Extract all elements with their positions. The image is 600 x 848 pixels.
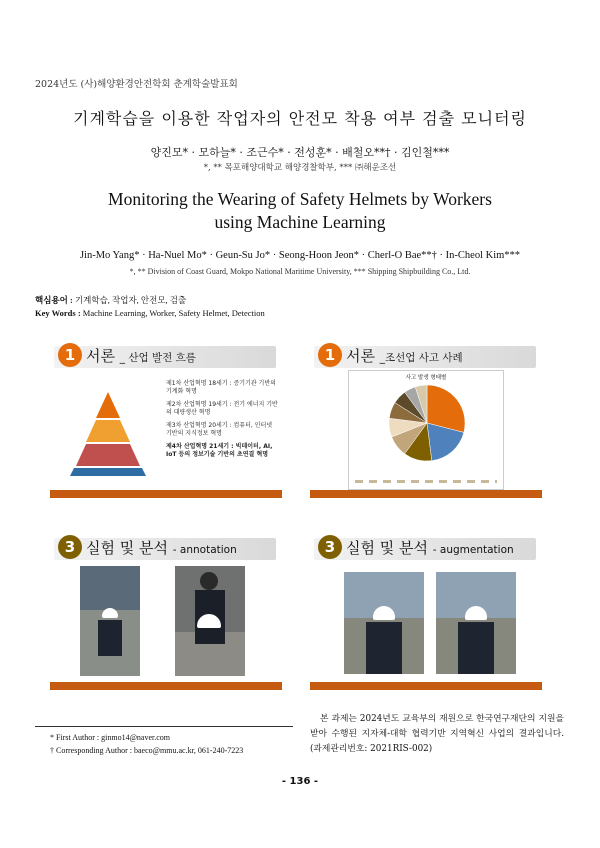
- authors-korean: 양진모* · 모하늘* · 조근수* · 전성훈* · 배철오**† · 김인철***: [150, 146, 450, 159]
- worker-photo-helmet: [80, 566, 140, 676]
- slide-number-badge: 3: [318, 535, 342, 559]
- slide-number-badge: 3: [58, 535, 82, 559]
- paper-title-korean: 기계학습을 이용한 작업자의 안전모 착용 여부 검출 모니터링: [72, 109, 527, 128]
- slide-subtitle: - augmentation: [432, 544, 514, 556]
- conference-header: 2024년도 (사)해양환경안전학회 춘계학술발표회: [35, 79, 238, 90]
- slide-number-badge: 1: [318, 343, 342, 367]
- revolution-list: [166, 380, 278, 459]
- chart-legend: [355, 480, 497, 483]
- slide-footer-bar: [310, 682, 542, 690]
- keywords-english: [35, 308, 265, 318]
- slide-heading: [86, 345, 196, 366]
- affiliation-korean: *, ** 목포해양대학교 해양경찰학부, *** ㈜해운조선: [203, 163, 397, 173]
- paper-title-english: [0, 188, 600, 234]
- slide-title: 실험 및 분석: [346, 539, 428, 557]
- slide-number-badge: 1: [58, 343, 82, 367]
- authors-english: Jin-Mo Yang* · Ha-Nuel Mo* · Geun-Su Jo* · Seong-Hoon Jeon* · Cherl-O Bae**† · In-Cheol Kim***: [79, 250, 521, 261]
- chart-title: 사고 발생 형태별: [405, 375, 447, 381]
- pyramid-diagram: [58, 380, 158, 480]
- slide-heading: [346, 345, 463, 366]
- slide-shipbuilding-accidents: [310, 340, 542, 498]
- revolution-item-3: 제3차 산업혁명 20세기 : 컴퓨터, 인터넷 기반의 지식정보 혁명: [166, 422, 273, 437]
- title-en-line1: Monitoring the Wearing of Safety Helmets by Workers: [108, 189, 492, 209]
- keywords-ko-label: 핵심용어 :: [35, 295, 73, 305]
- slide-footer-bar: [310, 490, 542, 498]
- augmented-photo-original: [344, 572, 424, 674]
- footnote-divider: [35, 726, 293, 727]
- keywords-korean: [35, 294, 186, 306]
- slide-title: 서론: [86, 347, 115, 365]
- accident-pie-chart: [387, 383, 467, 463]
- affiliation-english: *, ** Division of Coast Guard, Mokpo National Maritime University, *** Shipping Shipbuilding Co., Ltd.: [129, 267, 471, 276]
- slide-augmentation: [310, 532, 542, 690]
- page-number: - 136 -: [281, 776, 319, 787]
- keywords-ko-text: 기계학습, 작업자, 안전모, 검출: [74, 295, 187, 305]
- footnote-first-author: * First Author : ginmo14@naver.com: [50, 733, 171, 742]
- revolution-item-4: 제4차 산업혁명 21세기 : 빅데이터, AI, IoT 등의 정보기술 기반의 초연결 혁명: [166, 443, 273, 458]
- slide-heading: [86, 537, 237, 558]
- slide-footer-bar: [50, 682, 282, 690]
- slide-title: 서론: [346, 347, 375, 365]
- worker-photo-holding-helmet: [175, 566, 245, 676]
- keywords-en-label: Key Words :: [35, 308, 81, 318]
- footnote-corresponding-author: † Corresponding Author : baeco@mmu.ac.kr, 061-240-7223: [50, 746, 244, 755]
- slide-industrial-revolution: [50, 340, 282, 498]
- revolution-item-2: 제2차 산업혁명 19세기 : 전기 에너지 기반의 대량생산 혁명: [166, 401, 278, 416]
- augmented-photo-flipped: [436, 572, 516, 674]
- revolution-item-1: 제1차 산업혁명 18세기 : 증기기관 기반의 기계화 혁명: [166, 380, 276, 395]
- keywords-en-text: Machine Learning, Worker, Safety Helmet, Detection: [82, 308, 265, 318]
- pie-chart-frame: [348, 370, 504, 490]
- slide-subtitle: - annotation: [172, 544, 237, 556]
- slide-annotation: [50, 532, 282, 690]
- acknowledgement: 본 과제는 2024년도 교육부의 재원으로 한국연구재단의 지원을 받아 수행된 지자체-대학 협력기반 지역혁신 사업의 결과입니다.(과제관리번호: 2021RIS-002): [310, 714, 564, 754]
- slide-subtitle: _ 산업 발전 흐름: [119, 352, 196, 364]
- slide-subtitle: _조선업 사고 사례: [379, 352, 463, 364]
- slide-heading: [346, 537, 514, 558]
- slide-footer-bar: [50, 490, 282, 498]
- slide-title: 실험 및 분석: [86, 539, 168, 557]
- title-en-line2: using Machine Learning: [214, 212, 386, 232]
